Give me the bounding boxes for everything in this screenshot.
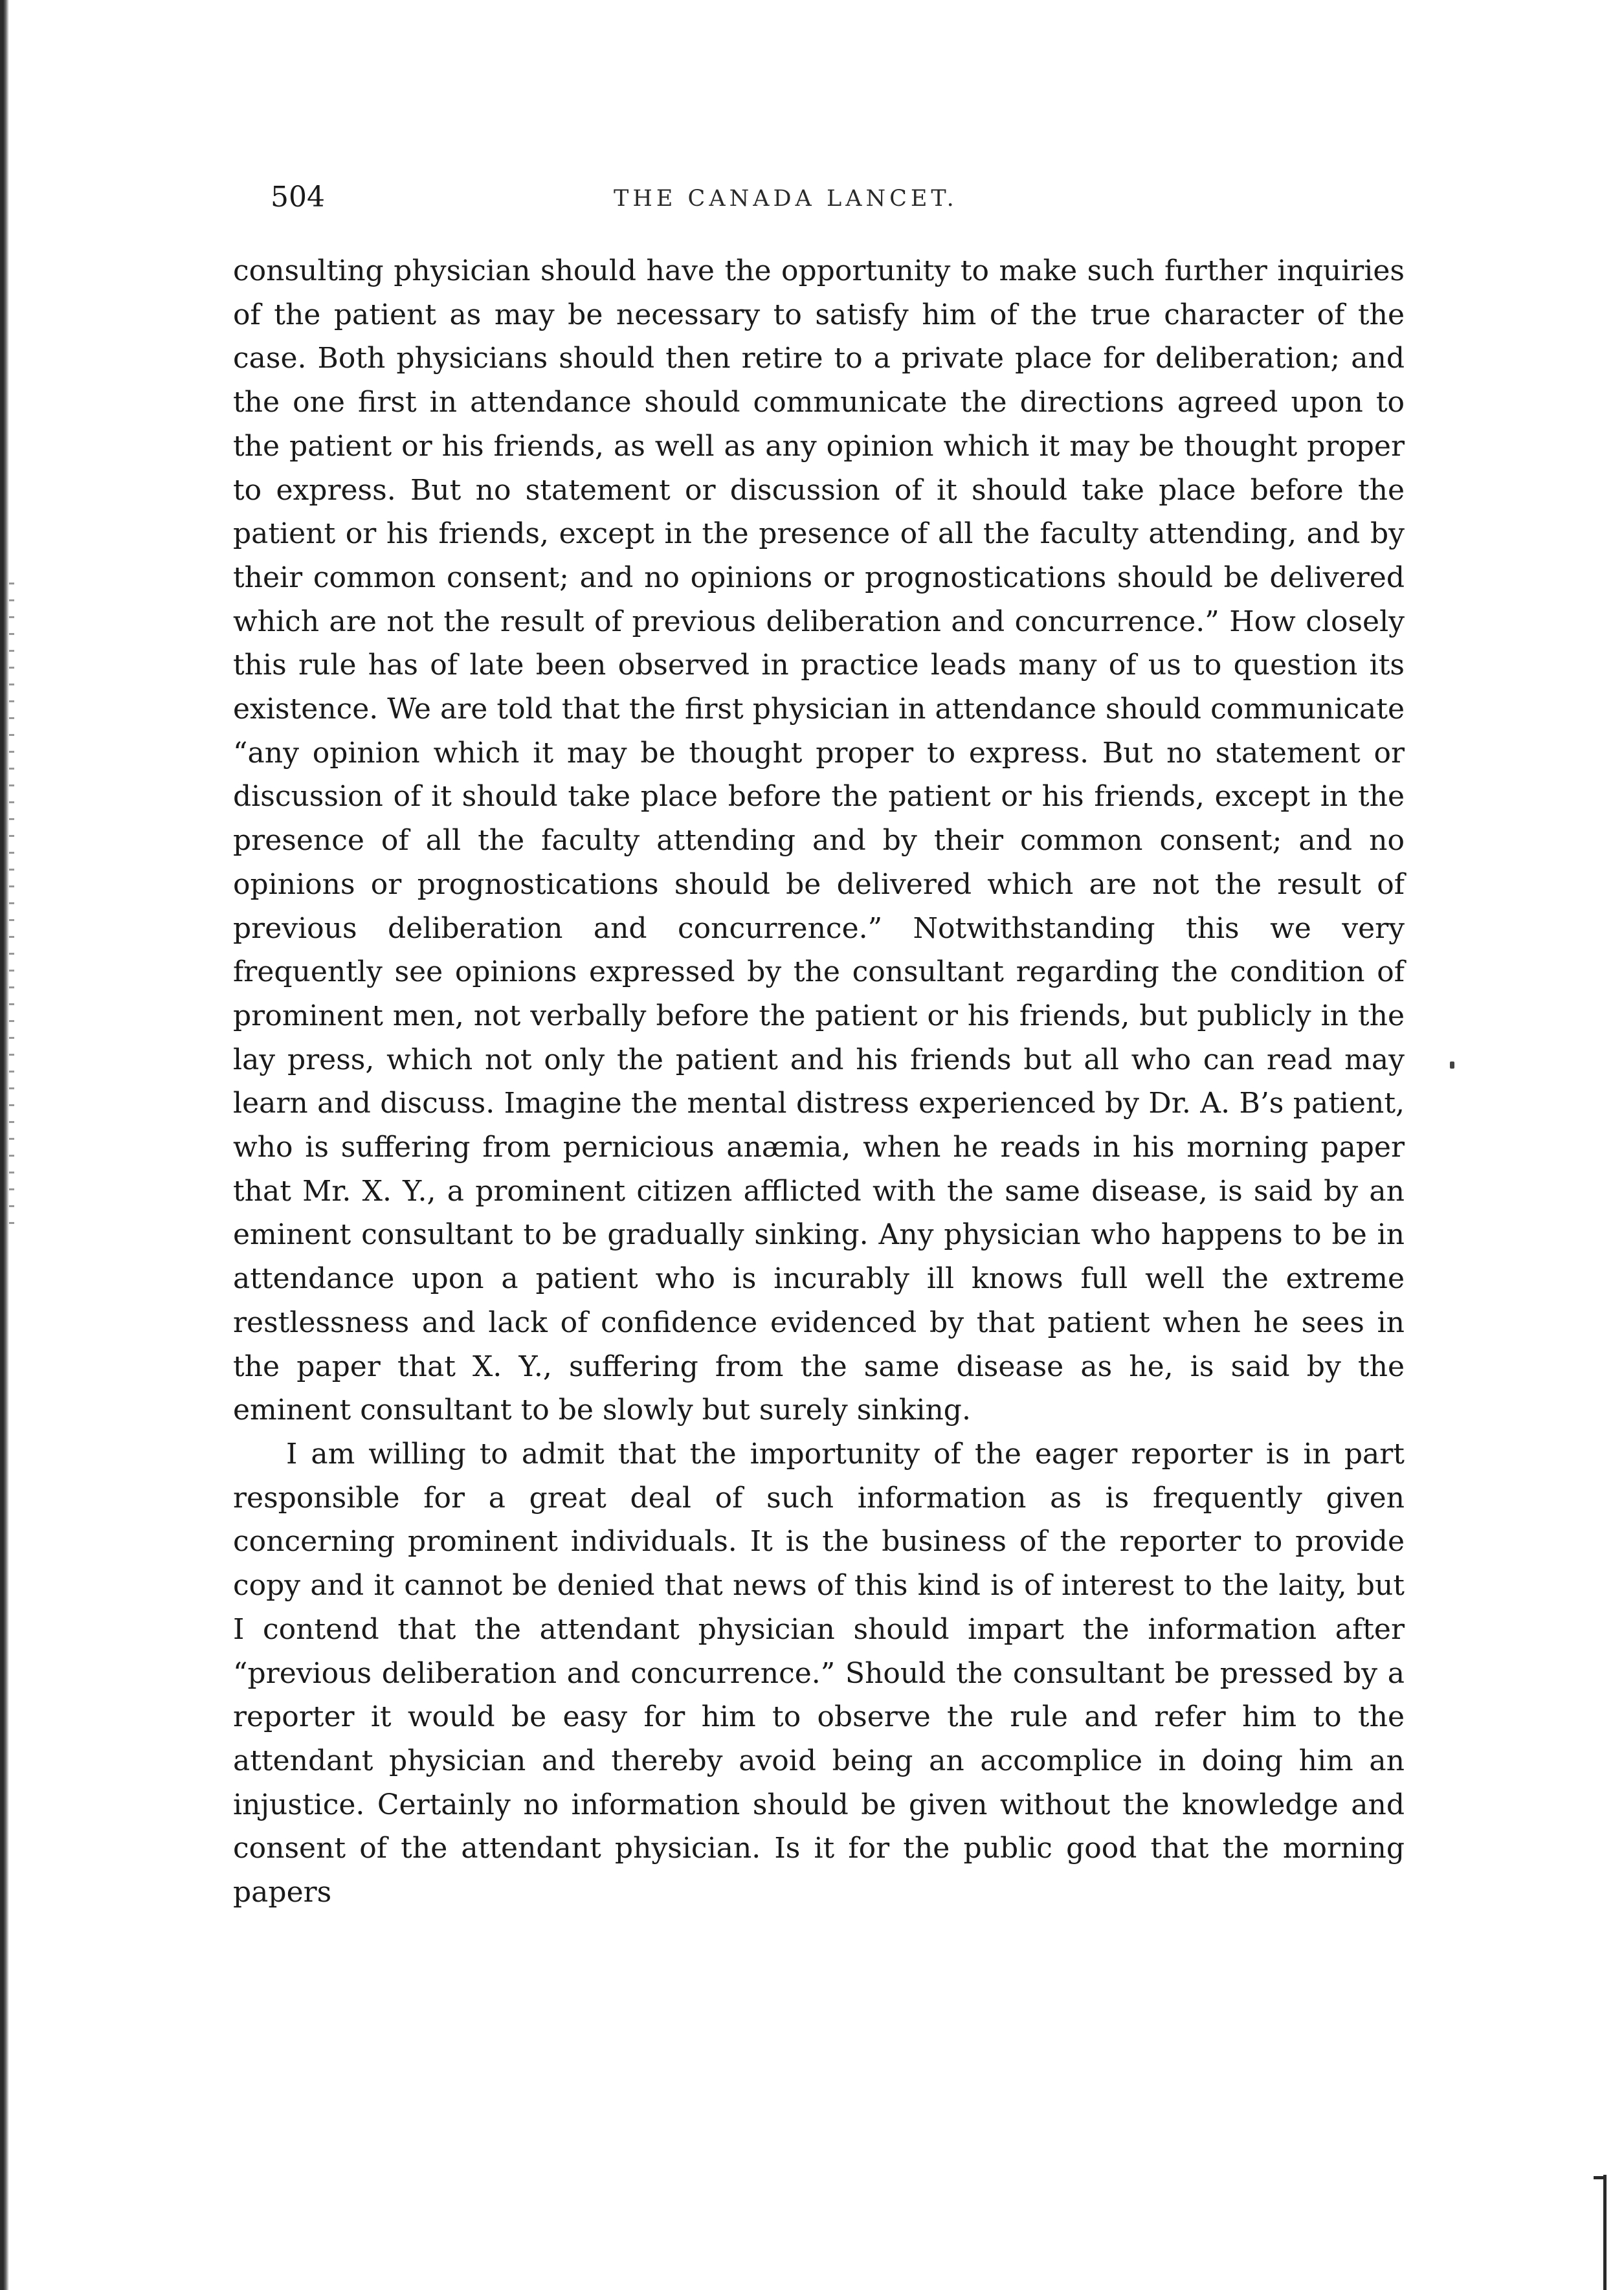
scan-corner-tick	[1594, 2176, 1604, 2179]
scan-corner-mark	[1603, 2175, 1607, 2290]
page-header	[271, 178, 1410, 223]
scan-edge-marks	[9, 583, 14, 1230]
page-number: 504	[271, 181, 325, 214]
margin-speck	[1450, 1062, 1454, 1069]
body-text	[233, 249, 1405, 1915]
scan-page-edge	[0, 0, 9, 2290]
running-head: THE CANADA LANCET.	[614, 186, 958, 212]
paragraph-2: I am willing to admit that the importunity of the eager reporter is in part responsible for a great deal of such information as is frequently given concerning prominent individuals. It is the business of the reporter to provide copy and it cannot be denied that news of this kind is of interest to the laity, but I contend that the attendant physician should impart the information after “previous deliberation and concurrence.” Should the consultant be pressed by a reporter it would be easy for him to observe the rule and refer him to the attendant physician and thereby avoid being an accomplice in doing him an injustice. Certainly no information should be given without the knowledge and consent of the attendant physician. Is it for the public good that the morning papers	[233, 1437, 1405, 1909]
paragraph-1: consulting physician should have the opportunity to make such further inquiries of the patient as may be necessary to satisfy him of the true character of the case. Both physicians should then retire to a private place for deliberation; and the one first in attendance should communicate the directions agreed upon to the patient or his friends, as well as any opinion which it may be thought proper to express. But no statement or discussion of it should take place before the patient or his friends, except in the presence of all the faculty attending, and by their common consent; and no opinions or prognostications should be delivered which are not the result of previous deliberation and concurrence.” How closely this rule has of late been observed in practice leads many of us to question its existence. We are told that the first physician in attendance should communicate “any opinion which it may be thought proper to express. But no statement or discussion of it should take place before the patient or his friends, except in the presence of all the faculty attending and by their common consent; and no opinions or prognostications should be delivered which are not the result of previous deliberation and concurrence.” Notwithstanding this we very frequently see opinions expressed by the consultant regarding the condition of prominent men, not verbally before the patient or his friends, but publicly in the lay press, which not only the patient and his friends but all who can read may learn and discuss. Imagine the mental distress experienced by Dr. A. B’s patient, who is suffering from pernicious anæmia, when he reads in his morning paper that Mr. X. Y., a prominent citizen afflicted with the same disease, is said by an eminent consultant to be gradually sinking. Any physician who happens to be in attendance upon a patient who is incurably ill knows full well the extreme restlessness and lack of confidence evidenced by that patient when he sees in the paper that X. Y., suffering from the same disease as he, is said by the eminent consultant to be slowly but surely sinking.	[233, 254, 1405, 1427]
